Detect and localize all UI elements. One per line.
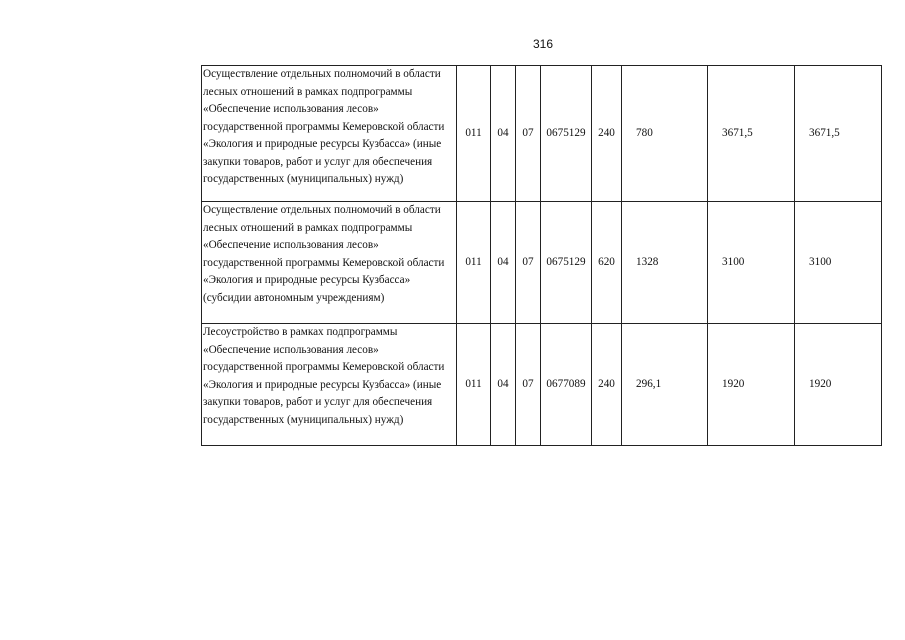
row-description: Осуществление отдельных полномочий в области лесных отношений в рамках подпрограммы «Обеспечение использования лесов» государственной программы Кемеровской области «Экология и природные ресурсы Кузбасса» (иные закупки товаров, работ и услуг для обеспечения государственных (муниципальных) нужд): [203, 68, 445, 185]
amount-3-cell: 3100: [795, 202, 882, 324]
ministry-code-cell: 011: [457, 202, 491, 324]
subsection-code-cell: 07: [516, 324, 541, 446]
table-row: [202, 324, 882, 446]
amount-2-cell: 3100: [708, 202, 795, 324]
amount-1-cell: 1328: [622, 202, 708, 324]
section-code-cell: 04: [491, 202, 516, 324]
target-article-cell: 0675129: [541, 66, 592, 202]
page-number: 316: [532, 37, 554, 51]
ministry-code-cell: 011: [457, 324, 491, 446]
subsection-code-cell: 07: [516, 202, 541, 324]
target-article-cell: 0675129: [541, 202, 592, 324]
description-cell: [202, 324, 457, 446]
table-row: [202, 202, 882, 324]
expense-type-cell: 240: [592, 66, 622, 202]
budget-table: [201, 65, 882, 446]
ministry-code-cell: 011: [457, 66, 491, 202]
table-row: [202, 66, 882, 202]
target-article-cell: 0677089: [541, 324, 592, 446]
amount-3-cell: 3671,5: [795, 66, 882, 202]
description-cell: [202, 66, 457, 202]
row-description: Лесоустройство в рамках подпрограммы «Обеспечение использования лесов» государственной программы Кемеровской области «Экология и природные ресурсы Кузбасса» (иные закупки товаров, работ и услуг для обеспечения государственных (муниципальных) нужд): [203, 326, 445, 426]
amount-1-cell: 780: [622, 66, 708, 202]
section-code-cell: 04: [491, 66, 516, 202]
amount-1-cell: 296,1: [622, 324, 708, 446]
amount-2-cell: 3671,5: [708, 66, 795, 202]
expense-type-cell: 620: [592, 202, 622, 324]
amount-2-cell: 1920: [708, 324, 795, 446]
description-cell: [202, 202, 457, 324]
row-description: Осуществление отдельных полномочий в области лесных отношений в рамках подпрограммы «Обеспечение использования лесов» государственной программы Кемеровской области «Экология и природные ресурсы Кузбасса» (субсидии автономным учреждениям): [203, 204, 445, 304]
expense-type-cell: 240: [592, 324, 622, 446]
amount-3-cell: 1920: [795, 324, 882, 446]
section-code-cell: 04: [491, 324, 516, 446]
subsection-code-cell: 07: [516, 66, 541, 202]
